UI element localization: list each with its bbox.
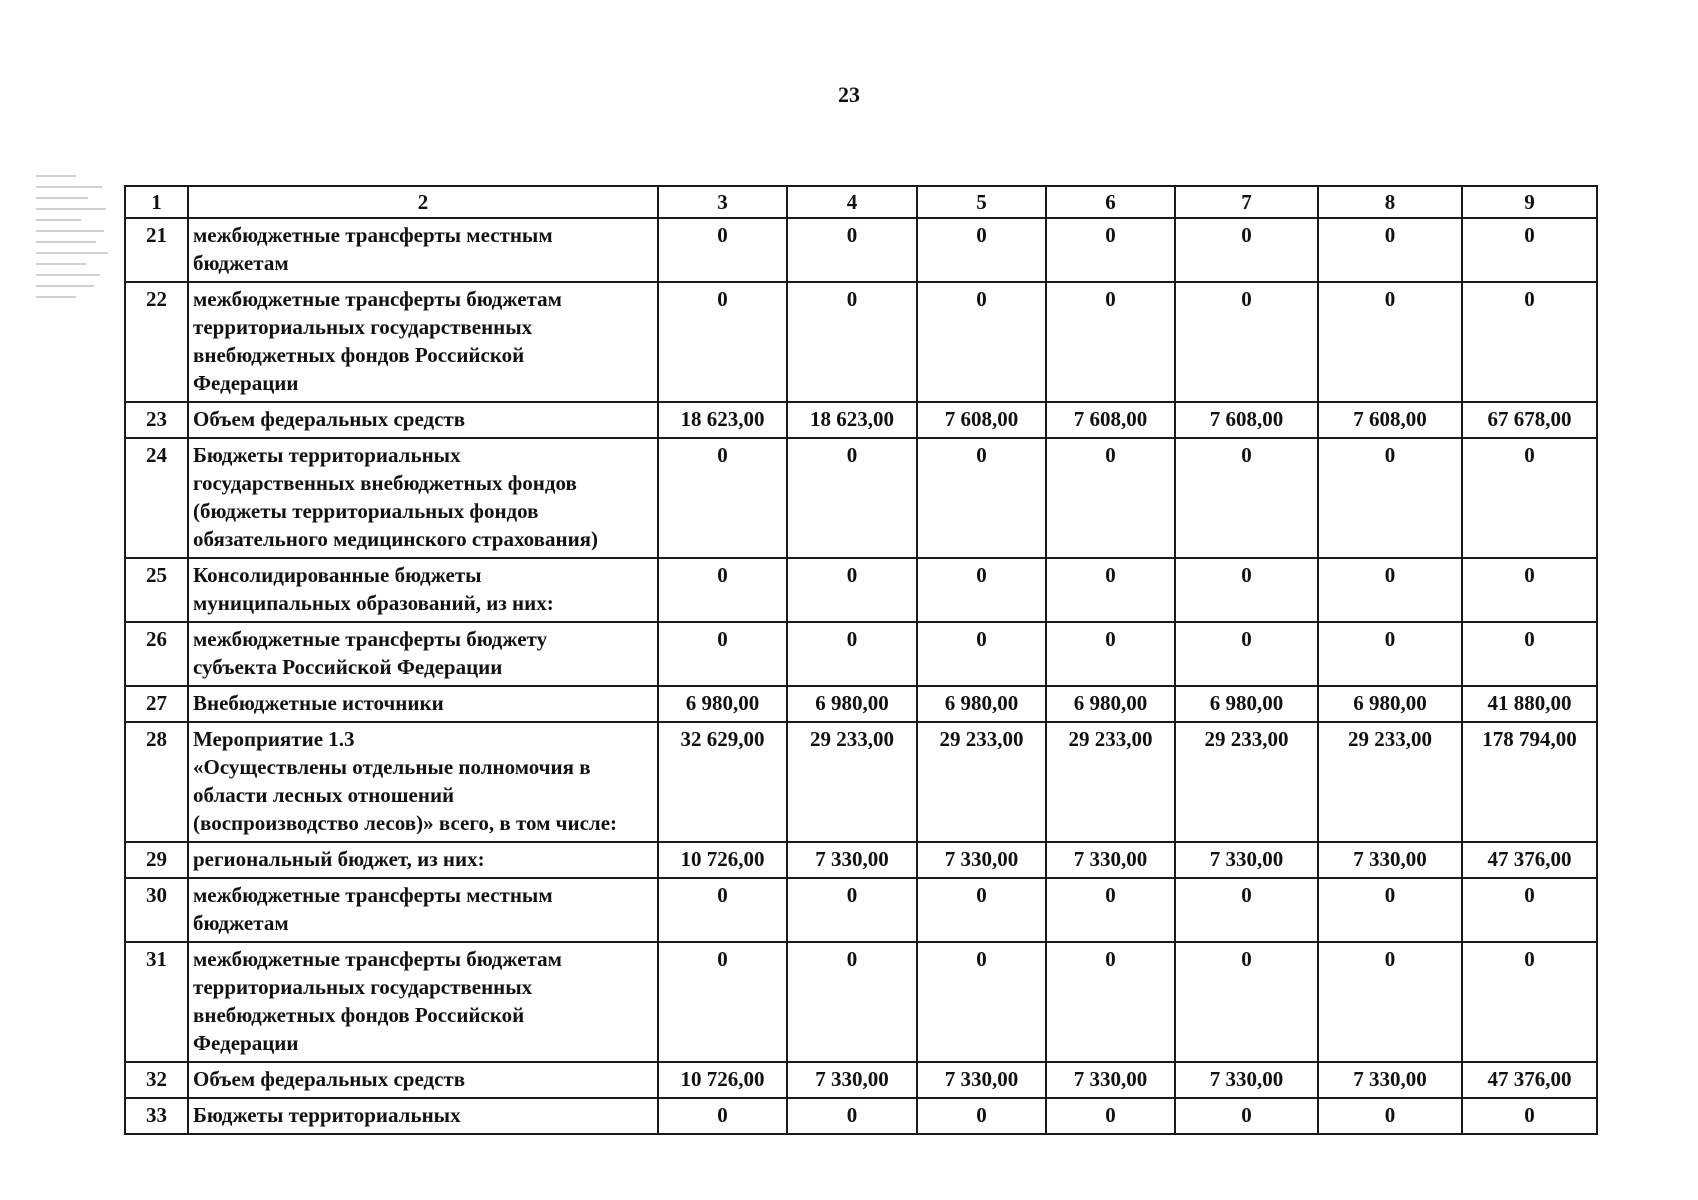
value-cell: 7 330,00 bbox=[1175, 1062, 1318, 1098]
value-cell: 0 bbox=[917, 878, 1046, 942]
value-cell: 7 330,00 bbox=[1318, 1062, 1462, 1098]
value-cell: 0 bbox=[1175, 218, 1318, 282]
value-cell: 0 bbox=[658, 1098, 787, 1134]
value-cell: 0 bbox=[658, 558, 787, 622]
value-cell: 0 bbox=[1318, 282, 1462, 402]
column-number-header: 2 bbox=[188, 186, 658, 218]
value-cell: 7 330,00 bbox=[1175, 842, 1318, 878]
table-row bbox=[125, 558, 1597, 622]
value-cell: 29 233,00 bbox=[1046, 722, 1175, 842]
column-number-header: 3 bbox=[658, 186, 787, 218]
value-cell: 6 980,00 bbox=[1318, 686, 1462, 722]
row-description-cell bbox=[188, 1098, 658, 1134]
value-cell: 0 bbox=[1175, 282, 1318, 402]
value-cell: 10 726,00 bbox=[658, 1062, 787, 1098]
value-cell: 0 bbox=[1462, 622, 1597, 686]
column-number-header: 7 bbox=[1175, 186, 1318, 218]
value-cell: 0 bbox=[1318, 218, 1462, 282]
table-row bbox=[125, 218, 1597, 282]
description-line: Федерации bbox=[193, 371, 299, 395]
value-cell: 0 bbox=[1046, 622, 1175, 686]
row-description-cell bbox=[188, 942, 658, 1062]
value-cell: 0 bbox=[1046, 878, 1175, 942]
row-number-cell: 26 bbox=[125, 622, 188, 686]
value-cell: 0 bbox=[1462, 1098, 1597, 1134]
description-line: субъекта Российской Федерации bbox=[193, 655, 503, 679]
value-cell: 0 bbox=[1175, 622, 1318, 686]
row-description-cell bbox=[188, 282, 658, 402]
value-cell: 0 bbox=[658, 218, 787, 282]
row-description-cell bbox=[188, 402, 658, 438]
value-cell: 0 bbox=[1462, 438, 1597, 558]
value-cell: 178 794,00 bbox=[1462, 722, 1597, 842]
value-cell: 0 bbox=[1318, 438, 1462, 558]
value-cell: 0 bbox=[787, 282, 917, 402]
value-cell: 7 330,00 bbox=[1046, 842, 1175, 878]
value-cell: 6 980,00 bbox=[787, 686, 917, 722]
table-row bbox=[125, 1098, 1597, 1134]
description-line: межбюджетные трансферты бюджету bbox=[193, 627, 548, 651]
row-number-cell: 22 bbox=[125, 282, 188, 402]
column-number-header: 9 bbox=[1462, 186, 1597, 218]
value-cell: 29 233,00 bbox=[1318, 722, 1462, 842]
value-cell: 7 608,00 bbox=[1175, 402, 1318, 438]
value-cell: 0 bbox=[787, 218, 917, 282]
row-number-cell: 31 bbox=[125, 942, 188, 1062]
value-cell: 29 233,00 bbox=[1175, 722, 1318, 842]
value-cell: 0 bbox=[1046, 942, 1175, 1062]
value-cell: 6 980,00 bbox=[1175, 686, 1318, 722]
description-line: Объем федеральных средств bbox=[193, 407, 466, 431]
row-number-cell: 29 bbox=[125, 842, 188, 878]
value-cell: 7 608,00 bbox=[1046, 402, 1175, 438]
value-cell: 0 bbox=[1175, 558, 1318, 622]
value-cell: 67 678,00 bbox=[1462, 402, 1597, 438]
row-number-cell: 33 bbox=[125, 1098, 188, 1134]
description-line: (воспроизводство лесов)» всего, в том числе: bbox=[193, 811, 618, 835]
value-cell: 0 bbox=[1318, 622, 1462, 686]
value-cell: 10 726,00 bbox=[658, 842, 787, 878]
value-cell: 0 bbox=[1462, 282, 1597, 402]
description-line: межбюджетные трансферты местным bbox=[193, 883, 553, 907]
value-cell: 0 bbox=[658, 282, 787, 402]
table-row bbox=[125, 878, 1597, 942]
description-line: Бюджеты территориальных bbox=[193, 443, 461, 467]
value-cell: 7 608,00 bbox=[1318, 402, 1462, 438]
row-description-cell bbox=[188, 622, 658, 686]
column-number-header: 5 bbox=[917, 186, 1046, 218]
table-row bbox=[125, 402, 1597, 438]
value-cell: 0 bbox=[1046, 218, 1175, 282]
description-line: бюджетам bbox=[193, 911, 289, 935]
table-header-row bbox=[125, 186, 1597, 218]
row-description-cell bbox=[188, 686, 658, 722]
value-cell: 47 376,00 bbox=[1462, 1062, 1597, 1098]
value-cell: 0 bbox=[787, 622, 917, 686]
value-cell: 0 bbox=[917, 558, 1046, 622]
value-cell: 7 330,00 bbox=[1318, 842, 1462, 878]
value-cell: 7 330,00 bbox=[787, 1062, 917, 1098]
description-line: области лесных отношений bbox=[193, 783, 455, 807]
column-number-header: 4 bbox=[787, 186, 917, 218]
value-cell: 0 bbox=[1175, 1098, 1318, 1134]
value-cell: 0 bbox=[1462, 218, 1597, 282]
value-cell: 18 623,00 bbox=[787, 402, 917, 438]
table-row bbox=[125, 622, 1597, 686]
table-row bbox=[125, 842, 1597, 878]
value-cell: 0 bbox=[658, 942, 787, 1062]
description-line: территориальных государственных bbox=[193, 315, 533, 339]
description-line: (бюджеты территориальных фондов bbox=[193, 499, 539, 523]
table-row bbox=[125, 282, 1597, 402]
row-number-cell: 25 bbox=[125, 558, 188, 622]
value-cell: 6 980,00 bbox=[1046, 686, 1175, 722]
row-description-cell bbox=[188, 722, 658, 842]
row-number-cell: 32 bbox=[125, 1062, 188, 1098]
value-cell: 0 bbox=[658, 438, 787, 558]
value-cell: 29 233,00 bbox=[917, 722, 1046, 842]
value-cell: 0 bbox=[787, 558, 917, 622]
value-cell: 0 bbox=[1318, 878, 1462, 942]
description-line: Федерации bbox=[193, 1031, 299, 1055]
row-description-cell bbox=[188, 842, 658, 878]
table-body bbox=[125, 186, 1597, 1134]
margin-stamp bbox=[36, 175, 112, 385]
page-number: 23 bbox=[838, 82, 860, 107]
description-line: Внебюджетные источники bbox=[193, 691, 444, 715]
value-cell: 7 330,00 bbox=[787, 842, 917, 878]
value-cell: 0 bbox=[1046, 1098, 1175, 1134]
description-line: обязательного медицинского страхования) bbox=[193, 527, 599, 551]
value-cell: 0 bbox=[917, 622, 1046, 686]
description-line: территориальных государственных bbox=[193, 975, 533, 999]
value-cell: 0 bbox=[917, 438, 1046, 558]
column-number-header: 8 bbox=[1318, 186, 1462, 218]
value-cell: 6 980,00 bbox=[658, 686, 787, 722]
row-number-cell: 21 bbox=[125, 218, 188, 282]
table-row bbox=[125, 1062, 1597, 1098]
description-line: межбюджетные трансферты бюджетам bbox=[193, 287, 562, 311]
row-number-cell: 30 bbox=[125, 878, 188, 942]
table-row bbox=[125, 722, 1597, 842]
value-cell: 0 bbox=[787, 438, 917, 558]
table-row bbox=[125, 438, 1597, 558]
value-cell: 0 bbox=[917, 218, 1046, 282]
row-description-cell bbox=[188, 878, 658, 942]
description-line: бюджетам bbox=[193, 251, 289, 275]
value-cell: 6 980,00 bbox=[917, 686, 1046, 722]
description-line: Консолидированные бюджеты bbox=[193, 563, 482, 587]
row-description-cell bbox=[188, 438, 658, 558]
description-line: государственных внебюджетных фондов bbox=[193, 471, 577, 495]
row-number-cell: 24 bbox=[125, 438, 188, 558]
value-cell: 0 bbox=[1046, 558, 1175, 622]
value-cell: 0 bbox=[917, 282, 1046, 402]
table-row bbox=[125, 942, 1597, 1062]
value-cell: 7 330,00 bbox=[917, 1062, 1046, 1098]
column-number-header: 1 bbox=[125, 186, 188, 218]
row-number-cell: 23 bbox=[125, 402, 188, 438]
row-description-cell bbox=[188, 1062, 658, 1098]
value-cell: 47 376,00 bbox=[1462, 842, 1597, 878]
value-cell: 18 623,00 bbox=[658, 402, 787, 438]
value-cell: 0 bbox=[658, 878, 787, 942]
table-row bbox=[125, 686, 1597, 722]
value-cell: 0 bbox=[1175, 438, 1318, 558]
value-cell: 0 bbox=[917, 1098, 1046, 1134]
value-cell: 0 bbox=[1462, 878, 1597, 942]
description-line: межбюджетные трансферты бюджетам bbox=[193, 947, 562, 971]
value-cell: 0 bbox=[787, 942, 917, 1062]
value-cell: 7 330,00 bbox=[917, 842, 1046, 878]
value-cell: 0 bbox=[1175, 878, 1318, 942]
row-number-cell: 27 bbox=[125, 686, 188, 722]
budget-table bbox=[124, 185, 1598, 1135]
value-cell: 29 233,00 bbox=[787, 722, 917, 842]
value-cell: 0 bbox=[787, 878, 917, 942]
row-description-cell bbox=[188, 218, 658, 282]
value-cell: 0 bbox=[1318, 1098, 1462, 1134]
value-cell: 0 bbox=[1175, 942, 1318, 1062]
value-cell: 0 bbox=[1318, 558, 1462, 622]
description-line: Объем федеральных средств bbox=[193, 1067, 466, 1091]
description-line: Бюджеты территориальных bbox=[193, 1103, 461, 1127]
description-line: внебюджетных фондов Российской bbox=[193, 1003, 525, 1027]
row-number-cell: 28 bbox=[125, 722, 188, 842]
value-cell: 0 bbox=[1318, 942, 1462, 1062]
value-cell: 0 bbox=[787, 1098, 917, 1134]
value-cell: 7 330,00 bbox=[1046, 1062, 1175, 1098]
description-line: региональный бюджет, из них: bbox=[193, 847, 485, 871]
value-cell: 0 bbox=[1046, 282, 1175, 402]
value-cell: 0 bbox=[1462, 942, 1597, 1062]
value-cell: 0 bbox=[658, 622, 787, 686]
value-cell: 0 bbox=[917, 942, 1046, 1062]
description-line: Мероприятие 1.3 bbox=[193, 727, 355, 751]
column-number-header: 6 bbox=[1046, 186, 1175, 218]
description-line: межбюджетные трансферты местным bbox=[193, 223, 553, 247]
row-description-cell bbox=[188, 558, 658, 622]
value-cell: 32 629,00 bbox=[658, 722, 787, 842]
value-cell: 41 880,00 bbox=[1462, 686, 1597, 722]
description-line: «Осуществлены отдельные полномочия в bbox=[193, 755, 591, 779]
value-cell: 7 608,00 bbox=[917, 402, 1046, 438]
value-cell: 0 bbox=[1046, 438, 1175, 558]
value-cell: 0 bbox=[1462, 558, 1597, 622]
description-line: внебюджетных фондов Российской bbox=[193, 343, 525, 367]
description-line: муниципальных образований, из них: bbox=[193, 591, 554, 615]
